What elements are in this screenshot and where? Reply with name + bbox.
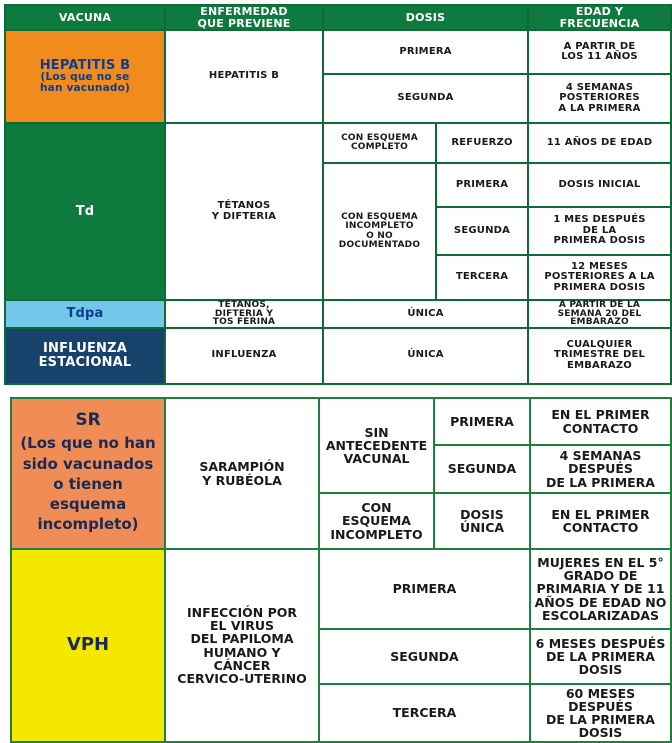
td-dose-3: TERCERA	[436, 255, 528, 300]
header-row	[5, 5, 671, 30]
sr-con-esquema: CON ESQUEMA INCOMPLETO	[319, 493, 434, 549]
vph-disease-cell: INFECCIÓN POR EL VIRUS DEL PAPILOMA HUMANO Y CÁNCER CERVICO-UTERINO	[165, 549, 319, 742]
td-age-2: 1 MES DESPUÉS DE LA PRIMERA DOSIS	[528, 207, 671, 255]
tdpa-disease-cell: TÉTANOS, DIFTERIA Y TOS FERINA	[165, 300, 323, 328]
tdpa-age: A PARTIR DE LA SEMANA 20 DEL EMBARAZO	[528, 300, 671, 328]
sr-dose-unica: DOSIS ÚNICA	[434, 493, 530, 549]
sr-dose-2: SEGUNDA	[434, 445, 530, 493]
influenza-age: CUALQUIER TRIMESTRE DEL EMBARAZO	[528, 328, 671, 384]
td-age-3: 12 MESES POSTERIORES A LA PRIMERA DOSIS	[528, 255, 671, 300]
vph-dose-1: PRIMERA	[319, 549, 530, 629]
vph-vaccine-cell: VPH	[11, 549, 165, 742]
sr-age-2: 4 SEMANAS DESPUÉS DE LA PRIMERA	[530, 445, 671, 493]
td-age-1: DOSIS INICIAL	[528, 163, 671, 207]
influenza-dose: ÚNICA	[323, 328, 528, 384]
vph-dose-2: SEGUNDA	[319, 629, 530, 684]
td-esquema-completo: CON ESQUEMA COMPLETO	[323, 123, 436, 163]
header-vacuna: VACUNA	[5, 5, 165, 30]
header-edad: EDAD Y FRECUENCIA	[528, 5, 671, 30]
hepb-vaccine-cell: HEPATITIS B (Los que no se han vacunado)	[5, 30, 165, 123]
vph-age-3: 60 MESES DESPUÉS DE LA PRIMERA DOSIS	[530, 684, 671, 742]
sr-dose-1: PRIMERA	[434, 398, 530, 445]
vph-age-2: 6 MESES DESPUÉS DE LA PRIMERA DOSIS	[530, 629, 671, 684]
hepb-age-1: A PARTIR DE LOS 11 AÑOS	[528, 30, 671, 74]
vph-dose-3: TERCERA	[319, 684, 530, 742]
sr-sin-antecedente: SIN ANTECEDENTE VACUNAL	[319, 398, 434, 493]
tdpa-vaccine-cell: Tdpa	[5, 300, 165, 328]
vph-age-1: MUJERES EN EL 5° GRADO DE PRIMARIA Y DE 11 AÑOS DE EDAD NO ESCOLARIZADAS	[530, 549, 671, 629]
sr-row-1	[11, 398, 671, 445]
td-row-1	[5, 123, 671, 163]
hepb-dose-1: PRIMERA	[323, 30, 528, 74]
td-refuerzo-age: 11 AÑOS DE EDAD	[528, 123, 671, 163]
td-dose-2: SEGUNDA	[436, 207, 528, 255]
td-dose-1: PRIMERA	[436, 163, 528, 207]
hepb-disease-cell: HEPATITIS B	[165, 30, 323, 123]
td-vaccine-cell: Td	[5, 123, 165, 300]
vaccine-table-bottom	[10, 397, 672, 743]
td-esquema-incompleto: CON ESQUEMA INCOMPLETO O NO DOCUMENTADO	[323, 163, 436, 300]
sr-vaccine-cell: SR (Los que no han sido vacunados o tienen esquema incompleto)	[11, 398, 165, 549]
sr-age-1: EN EL PRIMER CONTACTO	[530, 398, 671, 445]
vph-row-1	[11, 549, 671, 629]
influenza-row	[5, 328, 671, 384]
sr-age-3: EN EL PRIMER CONTACTO	[530, 493, 671, 549]
tdpa-dose: ÚNICA	[323, 300, 528, 328]
influenza-disease-cell: INFLUENZA	[165, 328, 323, 384]
tdpa-row	[5, 300, 671, 328]
hepb-age-2: 4 SEMANAS POSTERIORES A LA PRIMERA	[528, 74, 671, 123]
sr-disease-cell: SARAMPIÓN Y RUBÉOLA	[165, 398, 319, 549]
td-disease-cell: TÉTANOS Y DIFTERIA	[165, 123, 323, 300]
influenza-vaccine-cell: INFLUENZA ESTACIONAL	[5, 328, 165, 384]
td-refuerzo: REFUERZO	[436, 123, 528, 163]
header-dosis: DOSIS	[323, 5, 528, 30]
hepb-row-1	[5, 30, 671, 74]
vaccine-table-top	[4, 4, 672, 385]
header-enfermedad: ENFERMEDAD QUE PREVIENE	[165, 5, 323, 30]
hepb-dose-2: SEGUNDA	[323, 74, 528, 123]
